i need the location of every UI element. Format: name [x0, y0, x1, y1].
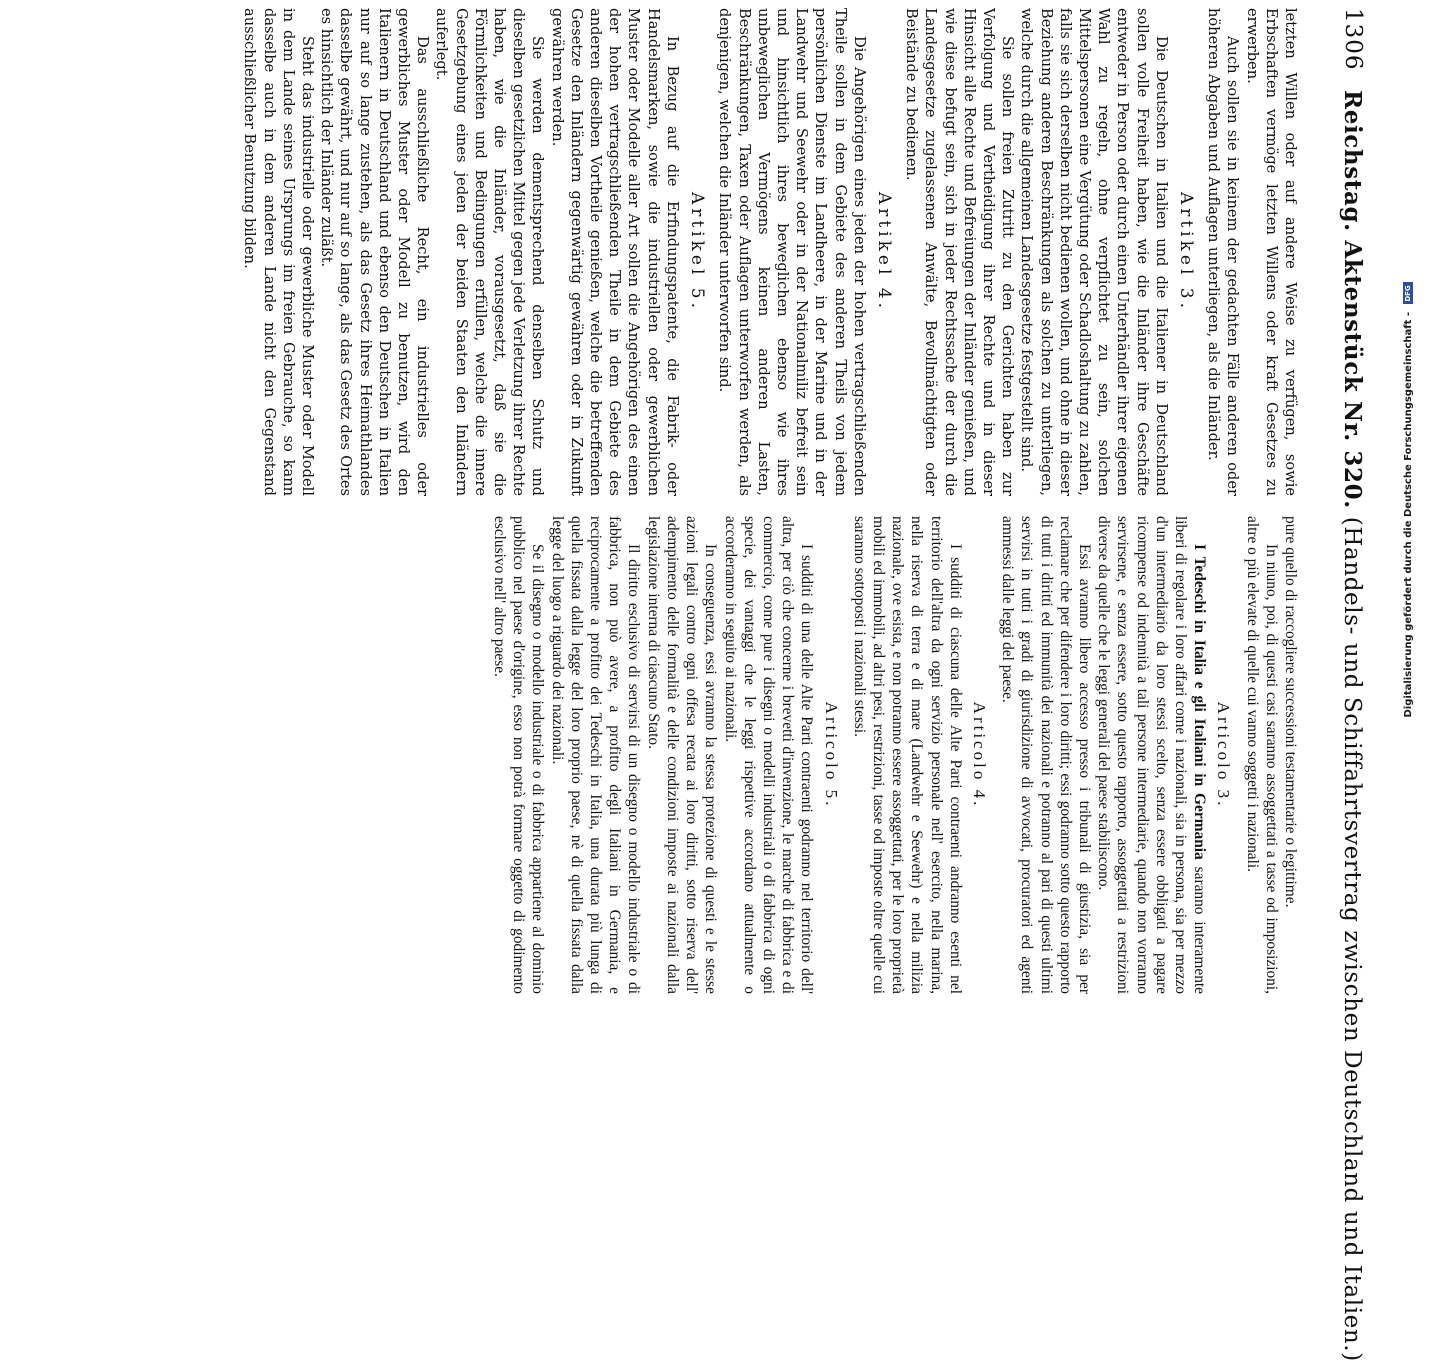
article-heading: Articolo 5. — [821, 701, 841, 809]
article-heading: Articolo 3. — [1214, 701, 1234, 809]
paragraph: In niuno, poi, di questi casi saranno assoggettati a tasse od imposizioni, altre o più elevate di quelle cui vanno soggetti i nazionali. — [1243, 516, 1280, 994]
digitization-note — [1403, 0, 1421, 1000]
paragraph: Se il disegno o modello industriale o di fabbrica appartiene al dominio pubblico nel paese d'origine, esso non potrà formare oggetto di godimento esclusivo nell' altro paese. — [491, 516, 547, 994]
paragraph-text: saranno interamente liberi di regolare i loro affari come i nazionali, sia in persona, sia per mezzo d'un intermediario da loro stessi scelto, senza essere obbligati a pagare ricompense od indennità a tali persone intermediarie, quando non vorranno servirsene, e senza essere, sotto questo rapporto, assoggettati a restrizioni diverse da quelle che le leggi generali del paese stabiliscono. — [1095, 516, 1209, 994]
running-head-subtitle: (Handels- und Schiffahrtsvertrag zwischen Deutschland und Italien.) — [1339, 516, 1365, 1362]
italian-column — [60, 516, 1300, 994]
paragraph: Auch sollen sie in keinem der gedachten Fälle anderen oder höheren Abgaben und Auflagen unterliegen, als die Inländer. — [1205, 8, 1242, 496]
paragraph: Steht das industrielle oder gewerbliche Muster oder Modell in dem Lande seines Ursprungs im freien Gebrauche, so kann dasselbe auch in dem anderen Lande nicht den Gegenstand ausschließlicher Benutzung bilden. — [241, 8, 317, 496]
running-head — [1339, 90, 1366, 1362]
digitization-text: Digitalisierung gefördert durch die Deutsche Forschungsgemeinschaft - — [1403, 311, 1414, 718]
article-heading: Articolo 4. — [969, 701, 989, 809]
german-column — [60, 8, 1300, 496]
paragraph: Sie werden dementsprechend denselben Schutz und dieselben gesetzlichen Mittel gegen jede Verletzung ihrer Rechte haben, wie die Inländer, vorausgesetzt, daß sie die Förmlichkeiten und Bedingungen erfüllen, welche die innere Gesetzgebung eines jeden der beiden Staaten den Inländern auferlegt. — [433, 8, 547, 496]
paragraph: Das ausschließliche Recht, ein industrielles oder gewerbliches Muster oder Modell zu benutzen, wird den Italienern in Deutschland und ebenso den Deutschen in Italien nur auf so lange zustehen, als das Gesetz ihres Heimathlandes dasselbe gewährt, und nur auf so lange, als das Gesetz des Ortes es hinsichtlich der Inländer zuläßt. — [318, 8, 432, 496]
paragraph: Die Angehörigen eines jeden der hohen vertragschließenden Theile sollen in dem Gebiete des anderen Theils von jedem persönlichen Dienste im Landheere, in der Marine und in der Landwehr und Seewehr oder in der Nationalmiliz befreit sein und hinsichtlich ihres beweglichen ebenso wie ihres unbeweglichen Vermögens keinen anderen Lasten, Beschränkungen, Taxen oder Auflagen unterworfen werden, als denjenigen, welchen die Inländer unterworfen sind. — [716, 8, 868, 496]
article-heading: Artikel 4. — [873, 191, 894, 313]
paragraph: letzten Willen oder auf andere Weise zu verfügen, sowie Erbschaften vermöge letzten Willens oder kraft Gesetzes zu erwerben. — [1243, 8, 1299, 496]
paragraph: In conseguenza, essi avranno la stessa protezione di questi e le stesse azioni legali contro ogni offesa recata ai loro diritti, sotto riserva dell' adempimento delle formalità e delle condizioni imposte ai nazionali dalla legislazione interna di ciascuno Stato. — [644, 516, 720, 994]
paragraph: I sudditi di ciascuna delle Alte Parti contraenti andranno esenti nel territorio dell'altra da ogni servizio personale nell' esercito, nella marina, nella riserva di terra e di mare (Landwehr e Seewehr) e nella milizia nazionale, ove esista, e non potranno essere assoggettati, per le loro proprietà mobili ed immobili, ad altri pesi, restrizioni, tasse od imposte oltre quelle cui saranno sottoposti i nazionali stessi. — [850, 516, 964, 994]
lead-phrase: I Tedeschi in Italia e gli Italiani in Germania — [1191, 544, 1209, 860]
paragraph: Il diritto esclusivo di servirsi di un disegno o modello industriale o di fabbrica, non può avere, a profitto degli Italiani in Germania, e reciprocamente a profitto dei Tedeschi in Italia, una durata più lunga di quella fissata dalla legge del loro proprio paese, nè di quella fissata dalla legge del luogo a riguardo dei nazionali. — [548, 516, 643, 994]
article-heading: Artikel 3. — [1175, 191, 1196, 313]
paragraph: Essi avranno libero accesso presso i tribunali di giustizia, sia per reclamare che per difendere i loro diritti; essi godranno sotto questo rapporto di tutti i diritti ed immunità dei nazionali e potranno al pari di questi ultimi servirsi in tutti i gradi di giurisdizione di avvocati, procuratori ed agenti ammessi dalle leggi del paese. — [999, 516, 1093, 994]
article-heading: Artikel 5. — [687, 191, 708, 313]
paragraph: I sudditi di una delle Alte Parti contraenti godranno nel territorio dell' altra, per ciò che concerne i brevetti d'invenzione, le marche di fabbrica e di commercio, come pure i disegni o modelli industriali o di fabbrica di ogni specie, dei vantaggi che le leggi rispettive accordano attualmente o accorderanno in seguito ai nazionali. — [721, 516, 816, 994]
paragraph: In Bezug auf die Erfindungspatente, die Fabrik- oder Handelsmarken, sowie die industriellen oder gewerblichen Muster oder Modelle aller Art sollen die Angehörigen des einen der hohen vertragschließenden Theile in dem Gebiete des anderen dieselben Vortheile genießen, welche die betreffenden Gesetze den Inländern gegenwärtig gewähren oder in Zukunft gewähren werden. — [548, 8, 681, 496]
page-number: 1306 — [1340, 8, 1366, 71]
page-header — [1328, 8, 1366, 1362]
running-head-title: Reichstag. Aktenstück Nr. 320. — [1339, 90, 1366, 509]
dfg-logo-icon: DFG — [1403, 283, 1413, 305]
paragraph: pure quello di raccogliere successioni testamentarie o legittime. — [1282, 516, 1299, 908]
paragraph: Die Deutschen in Italien und die Italiener in Deutschland sollen volle Freiheit haben, wie die Inländer ihre Geschäfte entweder in Person oder durch einen Unterhändler ihrer eigenen Wahl zu regeln, ohne verpflichtet zu sein, solchen Mittelspersonen eine Vergütung oder Schadloshaltung zu zahlen, falls sie sich derselben nicht bedienen wollen, und ohne in dieser Beziehung anderen Beschränkungen als solchen zu unterliegen, welche durch die allgemeinen Landesgesetze festgestellt sind. — [1018, 8, 1170, 496]
paragraph — [1094, 516, 1209, 994]
paragraph: Sie sollen freien Zutritt zu den Gerichten haben zur Verfolgung und Vertheidigung ihrer Rechte und in dieser Hinsicht alle Rechte und Befreiungen der Inländer genießen, und wie diese befugt sein, sich in jeder Rechtssache der durch die Landesgesetze zugelassenen Anwälte, Bevollmächtigten oder Beistände zu bedienen. — [903, 8, 1017, 496]
